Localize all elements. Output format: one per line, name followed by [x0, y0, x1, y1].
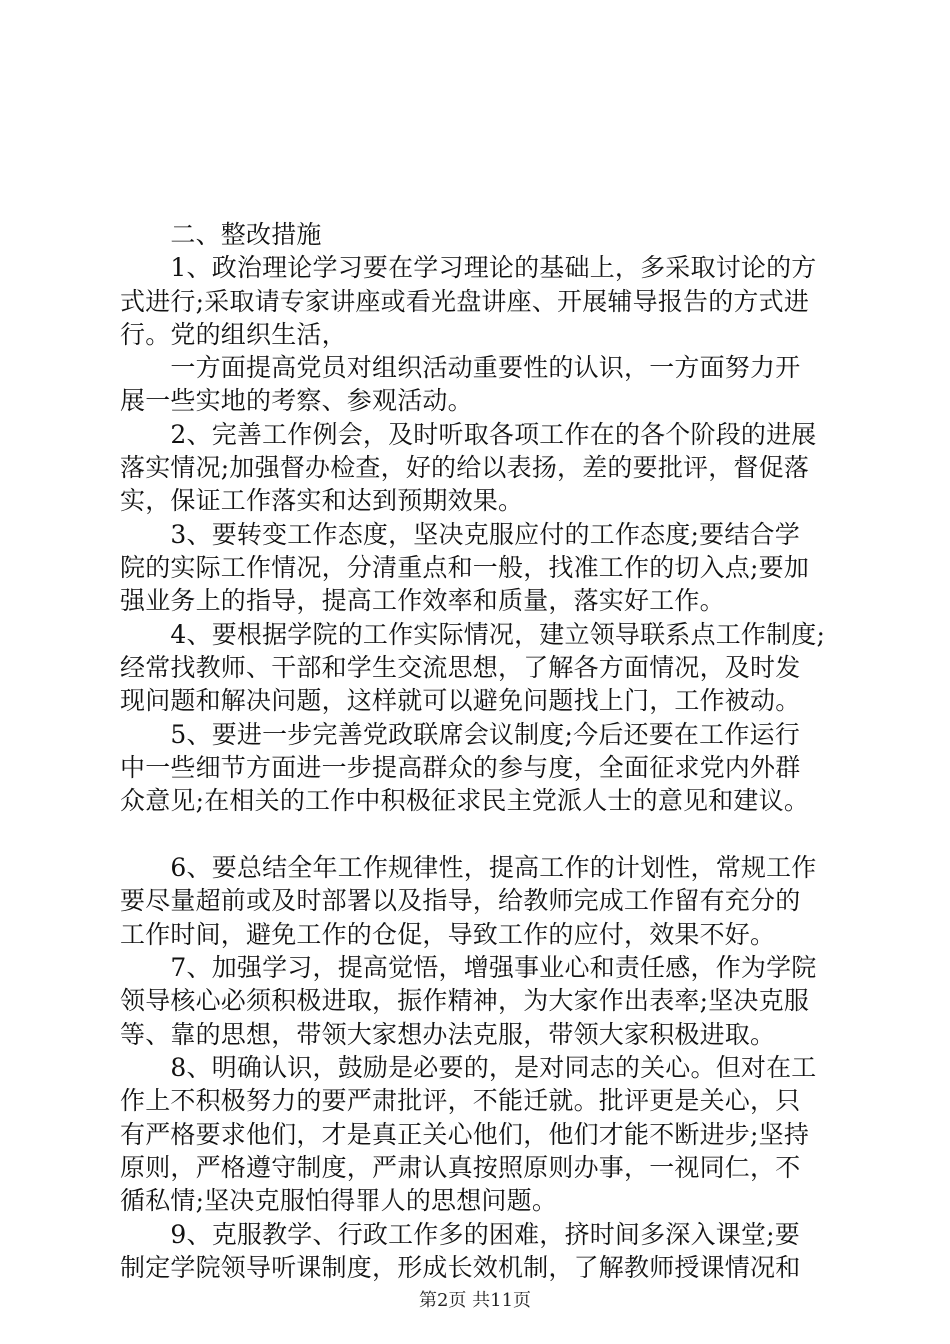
text-line: 式进行;采取请专家讲座或看光盘讲座、开展辅导报告的方式进 — [120, 287, 810, 316]
text-line: 5、要进一步完善党政联席会议制度;今后还要在工作运行 — [120, 720, 800, 749]
text-line: 一方面提高党员对组织活动重要性的认识，一方面努力开 — [120, 353, 801, 382]
text-line: 有严格要求他们，才是真正关心他们，他们才能不断进步;坚持 — [120, 1120, 810, 1149]
text-line: 3、要转变工作态度，坚决克服应付的工作态度;要结合学 — [120, 520, 800, 549]
text-line: 4、要根据学院的工作实际情况，建立领导联系点工作制度; — [120, 620, 826, 649]
text-line: 要尽量超前或及时部署以及指导，给教师完成工作留有充分的 — [120, 886, 801, 915]
text-line: 众意见;在相关的工作中积极征求民主党派人士的意见和建议。 — [120, 786, 810, 815]
text-line: 制定学院领导听课制度，形成长效机制，了解教师授课情况和 — [120, 1253, 801, 1282]
text-line: 7、加强学习，提高觉悟，增强事业心和责任感，作为学院 — [120, 953, 817, 982]
text-line: 循私情;坚决克服怕得罪人的思想问题。 — [120, 1186, 558, 1215]
section-heading: 二、整改措施 — [120, 220, 322, 249]
text-line: 2、完善工作例会，及时听取各项工作在的各个阶段的进展 — [120, 420, 817, 449]
text-line: 作上不积极努力的要严肃批评，不能迁就。批评更是关心，只 — [120, 1086, 801, 1115]
text-line: 现问题和解决问题，这样就可以避免问题找上门，工作被动。 — [120, 686, 801, 715]
text-line: 8、明确认识，鼓励是必要的，是对同志的关心。但对在工 — [120, 1053, 817, 1082]
text-line: 展一些实地的考察、参观活动。 — [120, 386, 473, 415]
text-line: 行。党的组织生活， — [120, 320, 347, 349]
text-line: 等、靠的思想，带领大家想办法克服，带领大家积极进取。 — [120, 1020, 776, 1049]
text-line: 中一些细节方面进一步提高群众的参与度，全面征求党内外群 — [120, 753, 801, 782]
page-number-footer: 第2页 共11页 — [418, 1290, 532, 1311]
text-line: 经常找教师、干部和学生交流思想，了解各方面情况，及时发 — [120, 653, 801, 682]
text-line: 院的实际工作情况，分清重点和一般，找准工作的切入点;要加 — [120, 553, 810, 582]
text-line: 9、克服教学、行政工作多的困难，挤时间多深入课堂;要 — [120, 1220, 800, 1249]
text-line: 6、要总结全年工作规律性，提高工作的计划性，常规工作 — [120, 853, 817, 882]
text-line: 原则，严格遵守制度，严肃认真按照原则办事，一视同仁，不 — [120, 1153, 801, 1182]
text-line: 工作时间，避免工作的仓促，导致工作的应付，效果不好。 — [120, 920, 776, 949]
text-line: 实，保证工作落实和达到预期效果。 — [120, 486, 524, 515]
text-line: 领导核心必须积极进取，振作精神，为大家作出表率;坚决克服 — [120, 986, 810, 1015]
text-line: 强业务上的指导，提高工作效率和质量，落实好工作。 — [120, 586, 725, 615]
text-line: 落实情况;加强督办检查，好的给以表扬，差的要批评，督促落 — [120, 453, 810, 482]
text-line: 1、政治理论学习要在学习理论的基础上，多采取讨论的方 — [120, 253, 817, 282]
